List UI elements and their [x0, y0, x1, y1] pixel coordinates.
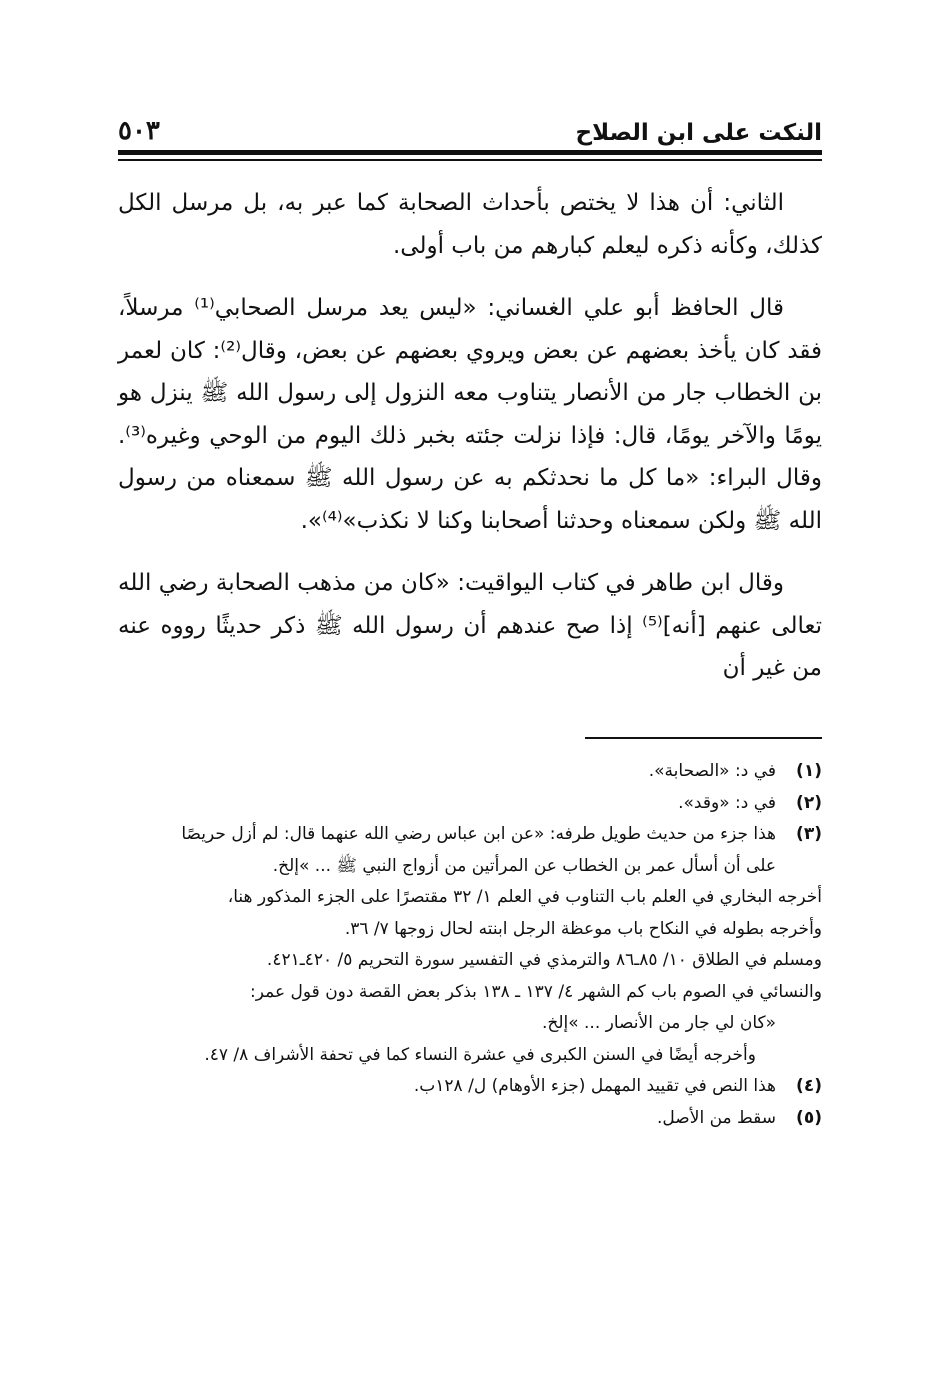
footnote-number: (٤): [796, 1076, 822, 1096]
footnote-line: والنسائي في الصوم باب كم الشهر ٤/ ١٣٧ ـ ١٣٨ بذكر بعض القصة دون قول عمر:: [250, 981, 822, 1002]
footnote-number: (٣): [796, 824, 822, 844]
header-rule-thin: [118, 159, 822, 161]
page-header: [118, 112, 822, 146]
footnote-line: في د: «وقد».: [678, 792, 776, 813]
footnote: [118, 756, 822, 788]
page-number: ٥٠٣: [118, 116, 160, 146]
paragraph: الثاني: أن هذا لا يختص بأحداث الصحابة كما عبر به، بل مرسل الكل كذلك، وكأنه ذكره ليعلم كبارهم من باب أولى.: [118, 190, 822, 259]
footnote-line: في د: «الصحابة».: [648, 761, 776, 781]
footnote: [118, 819, 822, 1071]
main-text: [118, 182, 822, 690]
footnote-line: وأخرجه أيضًا في السنن الكبرى في عشرة النساء كما في تحفة الأشراف ٨/ ٤٧.: [204, 1044, 756, 1065]
footnote: [118, 1103, 822, 1135]
footnote-number: (٥): [796, 1107, 822, 1128]
footnote-line: هذا النص في تقييد المهمل (جزء الأوهام) ل/ ١٢٨ب.: [413, 1076, 776, 1096]
footnote-line: «كان لي جار من الأنصار ... »إلخ.: [541, 1013, 776, 1033]
footnote-number: (١): [796, 761, 822, 781]
footnotes: [118, 756, 822, 1134]
footnote-separator: [585, 737, 822, 739]
footnote: [118, 1071, 822, 1103]
footnote: [118, 788, 822, 820]
footnote-number: (٢): [796, 792, 822, 813]
footnote-line: هذا جزء من حديث طويل طرفه: «عن ابن عباس رضي الله عنهما قال: لم أزل حريصًا: [181, 824, 776, 844]
footnote-line: على أن أسأل عمر بن الخطاب عن المرأتين من أزواج النبي ﷺ ... »إلخ.: [272, 855, 776, 876]
footnote-line: ومسلم في الطلاق ١٠/ ٨٥ـ٨٦ والترمذي في التفسير سورة التحريم ٥/ ٤٢٠ـ٤٢١.: [266, 950, 822, 970]
paragraph: وقال ابن طاهر في كتاب اليواقيت: «كان من مذهب الصحابة رضي الله تعالى عنهم [أنه]⁽⁵⁾ إذا صح عندهم أن رسول الله ﷺ ذكر حديثًا رووه عنه من غير أن: [118, 570, 822, 681]
running-title: النكت على ابن الصلاح: [575, 120, 822, 146]
footnote-line: سقط من الأصل.: [657, 1107, 776, 1128]
header-rule-thick: [118, 150, 822, 155]
paragraph: قال الحافظ أبو علي الغساني: «ليس يعد مرسل الصحابي⁽¹⁾ مرسلاً، فقد كان يأخذ بعضهم عن بعض ويروي بعضهم عن بعض، وقال⁽²⁾: كان لعمر بن الخطاب جار من الأنصار يتناوب معه النزول إلى رسول الله ﷺ ينزل هو يومًا والآخر يومًا، قال: فإذا نزلت جئته بخبر ذلك اليوم من الوحي وغيره⁽³⁾. وقال البراء: «ما كل ما نحدثكم به عن رسول الله ﷺ سمعناه من رسول الله ﷺ ولكن سمعناه وحدثنا أصحابنا وكنا لا نكذب»⁽⁴⁾».: [118, 295, 823, 534]
footnote-line: أخرجه البخاري في العلم باب التناوب في العلم ١/ ٣٢ مقتصرًا على الجزء المذكور هنا،: [227, 887, 822, 907]
footnote-line: وأخرجه بطوله في النكاح باب موعظة الرجل ابنته لحال زوجها ٧/ ٣٦.: [344, 918, 822, 939]
